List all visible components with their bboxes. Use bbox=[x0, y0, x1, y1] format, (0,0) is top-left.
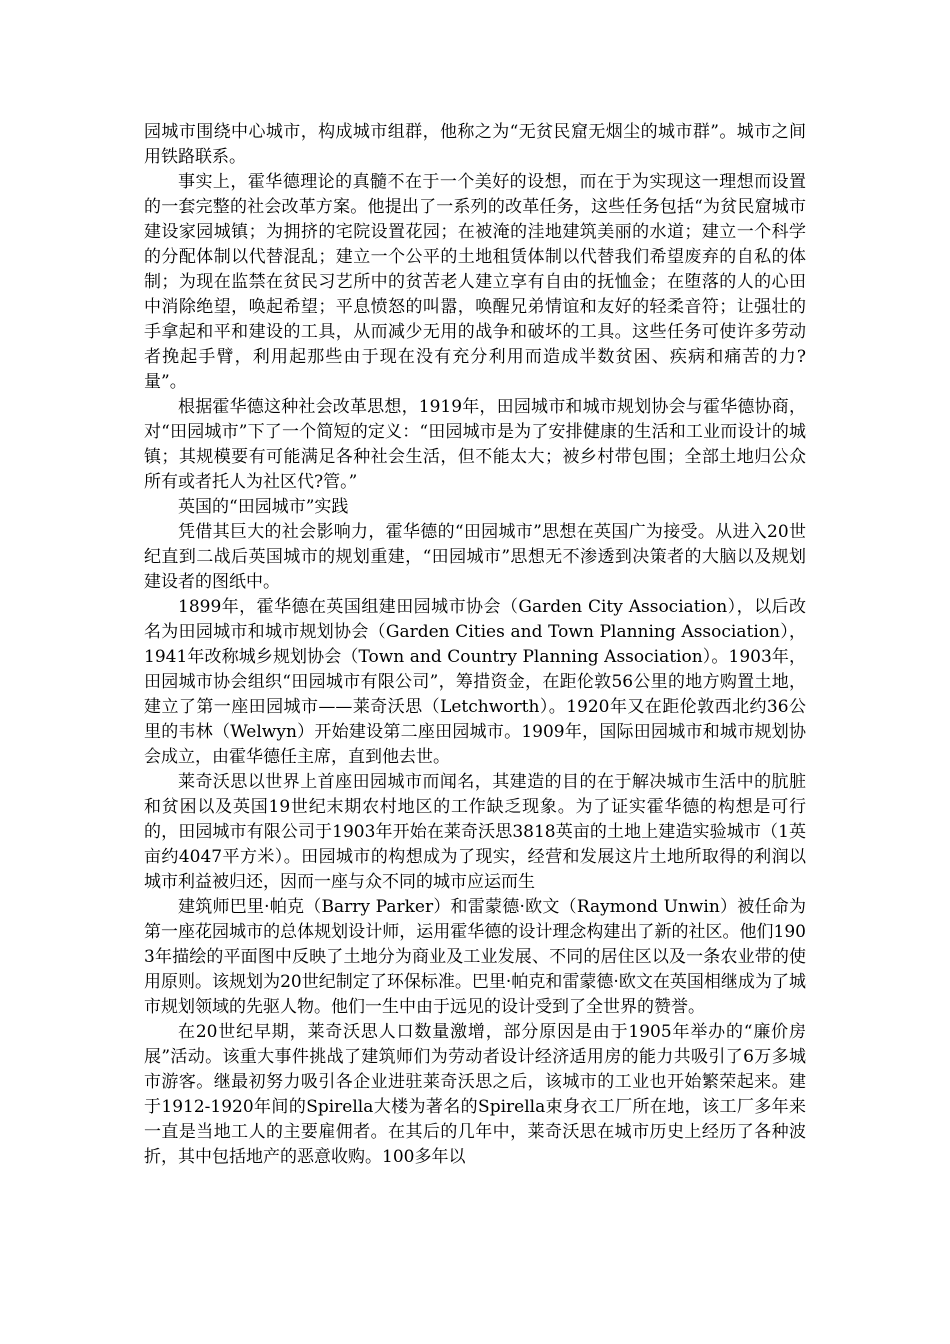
paragraph: 莱奇沃思以世界上首座田园城市而闻名，其建造的目的在于解决城市生活中的肮脏和贫困以及英国19世纪末期农村地区的工作缺乏现象。为了证实霍华德的构想是可行的，田园城市有限公司于1903年开始在莱奇沃思3818英亩的土地上建造实验城市（1英亩约4047平方米）。田园城市的构想成为了现实，经营和发展这片土地所取得的利润以城市利益被归还，因而一座与众不同的城市应运而生 bbox=[144, 772, 806, 892]
paragraph: 在20世纪早期，莱奇沃思人口数量激增，部分原因是由于1905年举办的“廉价房展”活动。该重大事件挑战了建筑师们为劳动者设计经济适用房的能力共吸引了6万多城市游客。继最初努力吸引各企业进驻莱奇沃思之后，该城市的工业也开始繁荣起来。建于1912-1920年间的Spirella大楼为著名的Spirella束身衣工厂所在地，该工厂多年来一直是当地工人的主要雇佣者。在其后的几年中，莱奇沃思在城市历史上经历了各种波折，其中包括地产的恶意收购。100多年以 bbox=[144, 1022, 806, 1167]
paragraph: 事实上，霍华德理论的真髓不在于一个美好的设想，而在于为实现这一理想而设置的一套完整的社会改革方案。他提出了一系列的改革任务，这些任务包括“为贫民窟城市建设家园城镇；为拥挤的宅院设置花园；在被淹的洼地建筑美丽的水道；建立一个科学的分配体制以代替混乱；建立一个公平的土地租赁体制以代替我们希望废弃的自私的体制；为现在监禁在贫民习艺所中的贫苦老人建立享有自由的抚恤金；在堕落的人的心田中消除绝望，唤起希望；平息愤怒的叫嚣，唤醒兄弟情谊和友好的轻柔音符；让强壮的手拿起和平和建设的工具，从而减少无用的战争和破坏的工具。这些任务可使许多劳动者挽起手臂，利用起那些由于现在没有充分利用而造成半数贫困、疾病和痛苦的力?量”。 bbox=[144, 172, 806, 392]
document-body bbox=[144, 120, 806, 1170]
paragraph: 建筑师巴里·帕克（Barry Parker）和雷蒙德·欧文（Raymond Unwin）被任命为第一座花园城市的总体规划设计师，运用霍华德的设计理念构建出了新的社区。他们1903年描绘的平面图中反映了土地分为商业及工业发展、不同的居住区以及一条农业带的使用原则。该规划为20世纪制定了环保标准。巴里·帕克和雷蒙德·欧文在英国相继成为了城市规划领域的先驱人物。他们一生中由于远见的设计受到了全世界的赞誉。 bbox=[144, 897, 806, 1017]
paragraph: 根据霍华德这种社会改革思想，1919年，田园城市和城市规划协会与霍华德协商，对“田园城市”下了一个简短的定义：“田园城市是为了安排健康的生活和工业而设计的城镇；其规模要有可能满足各种社会生活，但不能太大；被乡村带包围；全部土地归公众所有或者托人为社区代?管。” bbox=[144, 397, 806, 492]
section-heading: 英国的“田园城市”实践 bbox=[178, 497, 349, 517]
paragraph: 1899年，霍华德在英国组建田园城市协会（Garden City Association），以后改名为田园城市和城市规划协会（Garden Cities and Town Planning Association），1941年改称城乡规划协会（Town and Country Planning Association）。1903年，田园城市协会组织“田园城市有限公司”，筹措资金，在距伦敦56公里的地方购置土地，建立了第一座田园城市——莱奇沃思（Letchworth）。1920年又在距伦敦西北约36公里的韦林（Welwyn）开始建设第二座田园城市。1909年，国际田园城市和城市规划协会成立，由霍华德任主席，直到他去世。 bbox=[144, 597, 806, 767]
paragraph: 园城市围绕中心城市，构成城市组群，他称之为“无贫民窟无烟尘的城市群”。城市之间用铁路联系。 bbox=[144, 122, 806, 167]
paragraph: 凭借其巨大的社会影响力，霍华德的“田园城市”思想在英国广为接受。从进入20世纪直到二战后英国城市的规划重建，“田园城市”思想无不渗透到决策者的大脑以及规划建设者的图纸中。 bbox=[144, 522, 806, 592]
